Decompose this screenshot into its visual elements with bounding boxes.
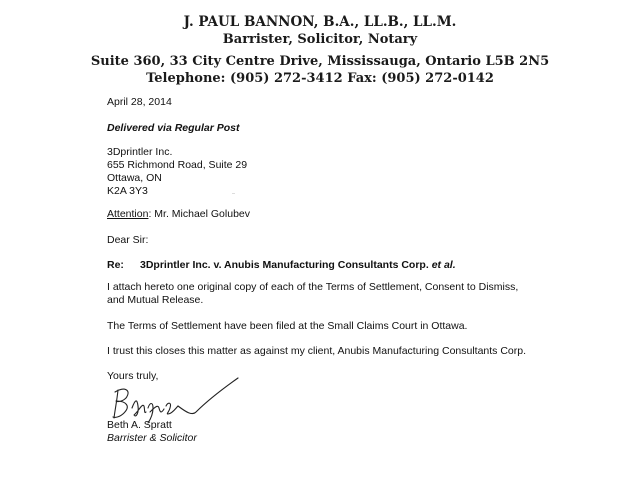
recipient-line: 3Dprintler Inc. xyxy=(107,146,173,158)
attention-line xyxy=(107,208,250,221)
re-label: Re: xyxy=(107,259,124,271)
salutation: Dear Sir: xyxy=(107,234,149,246)
signatory-title: Barrister & Solicitor xyxy=(107,432,197,444)
recipient-line: 655 Richmond Road, Suite 29 xyxy=(107,159,248,171)
re-etal: et al. xyxy=(431,259,456,271)
recipient-line: K2A 3Y3 xyxy=(107,185,148,197)
firm-phone: Telephone: (905) 272-3412 Fax: (905) 272-0142 xyxy=(146,71,494,86)
paragraph-line: The Terms of Settlement have been filed at the Small Claims Court in Ottawa. xyxy=(107,320,468,332)
handwritten-signature xyxy=(106,368,246,428)
firm-address: Suite 360, 33 City Centre Drive, Mississauga, Ontario L5B 2N5 xyxy=(90,54,550,69)
attention-label: Attention xyxy=(107,208,149,220)
paragraph-line: and Mutual Release. xyxy=(107,294,204,306)
signatory-name: Beth A. Spratt xyxy=(107,419,172,431)
letterhead xyxy=(0,14,640,87)
firm-name: J. PAUL BANNON, B.A., LL.B., LL.M. xyxy=(183,14,457,30)
letter-date: April 28, 2014 xyxy=(107,96,172,108)
paragraph-attachments xyxy=(107,281,518,307)
re-line xyxy=(107,259,456,272)
paragraph-filing xyxy=(107,320,467,333)
closing: Yours truly, xyxy=(107,370,159,382)
recipient-line: Ottawa, ON xyxy=(107,172,162,184)
delivery-method: Delivered via Regular Post xyxy=(107,122,240,134)
attention-value: : Mr. Michael Golubev xyxy=(148,208,250,220)
recipient-address xyxy=(107,146,247,198)
paragraph-closure xyxy=(107,345,526,358)
paragraph-line: I attach hereto one original copy of each of the Terms of Settlement, Consent to Dismiss, xyxy=(107,281,519,293)
firm-title: Barrister, Solicitor, Notary xyxy=(222,32,418,47)
scan-speck xyxy=(232,193,235,194)
paragraph-line: I trust this closes this matter as against my client, Anubis Manufacturing Consultants Corp. xyxy=(107,345,527,357)
re-subject: 3Dprintler Inc. v. Anubis Manufacturing Consultants Corp. xyxy=(140,259,429,271)
